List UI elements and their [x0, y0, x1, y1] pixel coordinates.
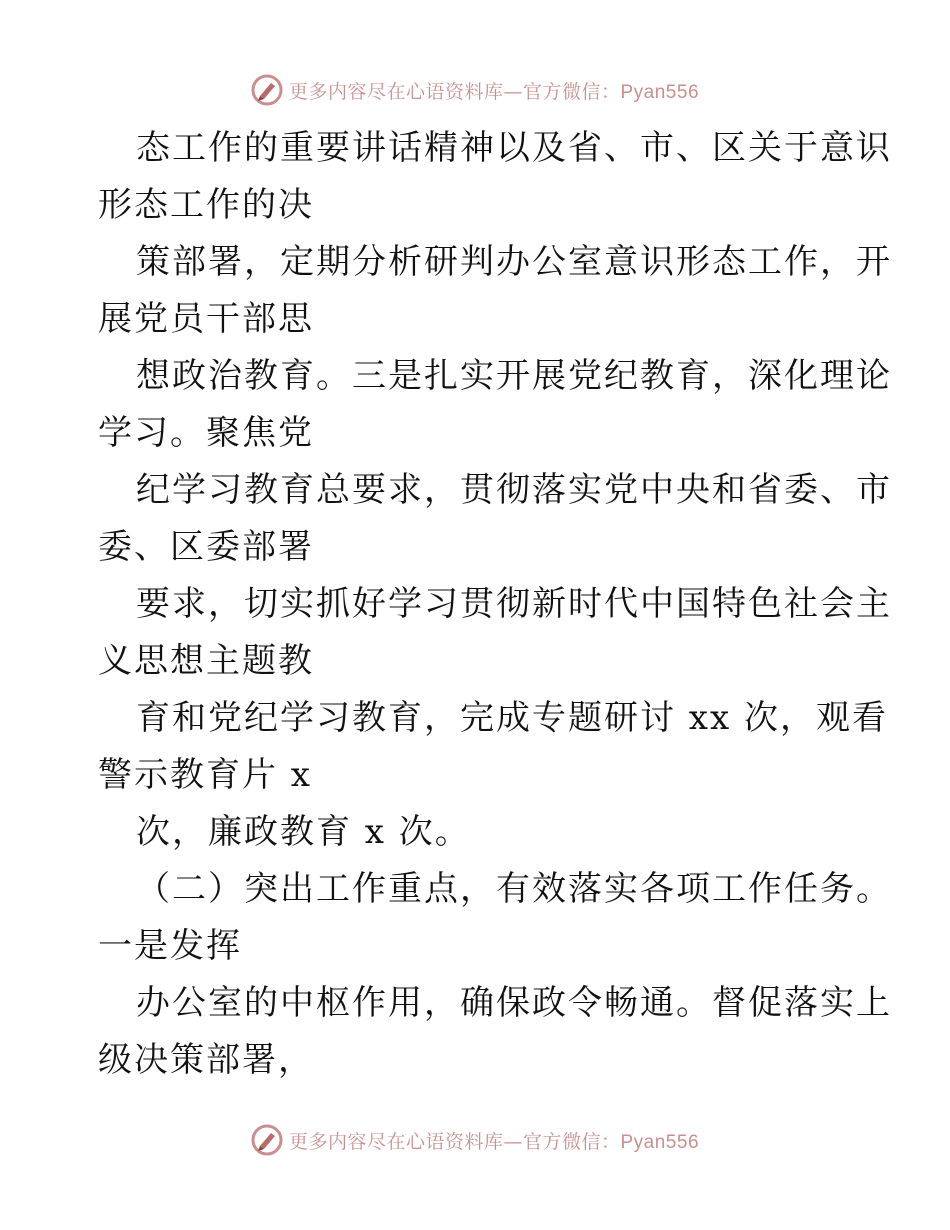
watermark-header [0, 70, 950, 110]
text-line: 次，廉政教育 x 次。 [136, 812, 471, 852]
pen-logo-icon [251, 74, 283, 106]
pen-logo-icon [251, 1124, 283, 1156]
text-line: 纪学习教育总要求，贯彻落实党中央和省委、市 [136, 470, 892, 510]
text-line: 展党员干部思 [98, 299, 314, 339]
text-line: 想政治教育。三是扎实开展党纪教育，深化理论 [136, 356, 892, 396]
text-line: 办公室的中枢作用，确保政令畅通。督促落实上 [136, 983, 892, 1023]
text-line: 警示教育片 x [98, 755, 312, 795]
text-line: 要求，切实抓好学习贯彻新时代中国特色社会主 [136, 584, 892, 624]
text-line: 形态工作的决 [98, 185, 314, 225]
text-line: 态工作的重要讲话精神以及省、市、区关于意识 [136, 128, 892, 168]
text-line: 学习。聚焦党 [98, 413, 314, 453]
text-line: 一是发挥 [98, 926, 242, 966]
watermark-text: 更多内容尽在心语资料库—官方微信：Pyan556 [288, 80, 700, 103]
text-line: （二）突出工作重点，有效落实各项工作任务。 [136, 869, 892, 909]
watermark-text: 更多内容尽在心语资料库—官方微信：Pyan556 [288, 1130, 700, 1153]
text-line: 义思想主题教 [98, 641, 314, 681]
text-line: 策部署，定期分析研判办公室意识形态工作，开 [136, 242, 892, 282]
text-line: 委、区委部署 [98, 527, 314, 567]
document-body [98, 120, 892, 1089]
text-line: 育和党纪学习教育，完成专题研讨 xx 次，观看 [136, 698, 888, 738]
text-line: 级决策部署， [98, 1040, 314, 1080]
watermark-footer [0, 1120, 950, 1160]
